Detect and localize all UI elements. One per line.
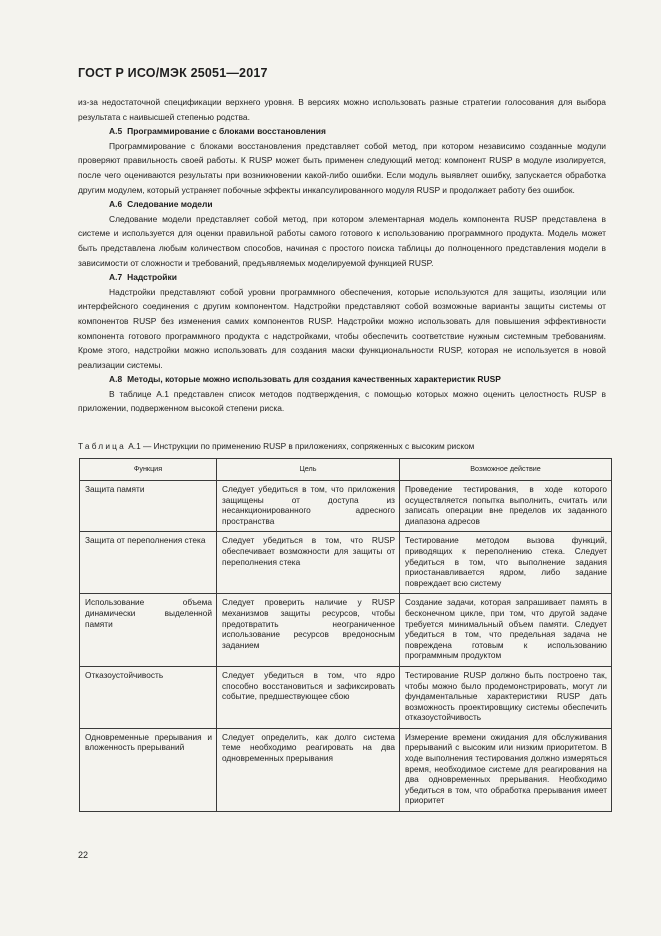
section-number: А.6	[109, 199, 123, 210]
table-cell: Использование объема динамически выделенной памяти	[80, 594, 217, 667]
table-cell: Следует проверить наличие у RUSP механизмов защиты ресурсов, чтобы предотвратить неограниченное использование ресурсов вредоносным заданием	[217, 594, 400, 667]
table-caption	[78, 441, 618, 451]
section-title: Надстройки	[127, 272, 177, 283]
section-paragraph-a5: Программирование с блоками восстановления представляет собой метод, при котором независимо созданные модули проверяют правильность своей работы. К RUSP может быть применен следующий метод: компонент RUSP в модуле изолируется, после чего оцениваются результаты при возникновении какой-либо ошибки. Если модуль выявляет ошибку, запускается обработка другим модулем, который устраняет побочные эффекты инкапсулированного модуля RUSP и продолжает работу без ошибок.	[78, 140, 606, 195]
section-paragraph-a8: В таблице А.1 представлен список методов подтверждения, с помощью которых можно оценить целостность RUSP в приложении, подверженном высокой степени риска.	[78, 388, 606, 414]
table-caption-text: А.1 — Инструкции по применению RUSP в приложениях, сопряженных с высоким риском	[125, 441, 475, 451]
section-heading-a7	[78, 270, 606, 285]
section-title: Программирование с блоками восстановления	[127, 126, 326, 137]
table-cell: Защита памяти	[80, 481, 217, 532]
table-cell: Тестирование RUSP должно быть построено так, чтобы можно было продемонстрировать, могут ли фундаментальные характеристики RUSP дать возможность проектировщику системы обеспечить отказоустойчивость	[400, 666, 612, 728]
section-paragraph-a6: Следование модели представляет собой метод, при котором элементарная модель компонента RUSP представлена в системе и используется для оценки правильной работы самого готового к использованию программного продукта. Модель может быть представлена любым количеством способов, начиная с простого поиска таблицы до полноценного представления модели в зависимости от сложности и требований, предъявляемых моделируемой функцией RUSP.	[78, 213, 606, 268]
table-row	[80, 594, 612, 667]
section-paragraph-a7: Надстройки представляют собой уровни программного обеспечения, которые используются для защиты, изоляции или интерфейсного соединения с другим компонентом. Надстройки представляют собой возможные варианты защиты системы от компонентов RUSP без изменения самих компонентов RUSP. Надстройки можно использовать для повышения эффективности компонента готового программного продукта с надстройками, чтобы обеспечить соответствие нужным системным требованиям. Кроме этого, надстройки можно использовать для создания маски функциональности RUSP, которая не используется в новой реализации системы.	[78, 286, 606, 370]
table-cell: Тестирование методом вызова функций, приводящих к переполнению стека. Следует убедиться в том, что выполнение задания приостанавливается ядром, либо задание повреждает всю систему	[400, 532, 612, 594]
section-heading-a5	[78, 124, 606, 139]
section-title: Следование модели	[127, 199, 213, 210]
table-cell: Одновременные прерывания и вложенность прерываний	[80, 728, 217, 811]
table-cell: Следует убедиться в том, что RUSP обеспечивает возможности для защиты от переполнения стека	[217, 532, 400, 594]
table-cell: Следует убедиться в том, что ядро способно восстановиться и зафиксировать событие, предшествующее сбою	[217, 666, 400, 728]
table-row	[80, 532, 612, 594]
table-cell: Следует убедиться в том, что приложения защищены от доступа из несанкционированного адресного пространства	[217, 481, 400, 532]
section-heading-a8	[78, 372, 606, 387]
table-row	[80, 481, 612, 532]
table-cell: Проведение тестирования, в ходе которого осуществляется попытка выполнить, считать или записать операции вне пределов их заданного диапазона адресов	[400, 481, 612, 532]
intro-paragraph: из-за недостаточной спецификации верхнего уровня. В версиях можно использовать разные стратегии голосования для выбора результата с наивысшей степенью родства.	[78, 97, 606, 122]
column-header-function: Функция	[80, 459, 217, 481]
section-heading-a6	[78, 197, 606, 212]
risk-table	[79, 458, 612, 812]
table-cell: Измерение времени ожидания для обслуживания прерываний с высоким или низким приоритетом. В ходе выполнения тестирования должно измеряться время, необходимое системе для реагирования на два одновременных прерывания. Необходимо убедиться в том, что обработка прерывания имеет приоритет	[400, 728, 612, 811]
section-number: А.5	[109, 126, 123, 137]
column-header-action: Возможное действие	[400, 459, 612, 481]
table-cell: Защита от переполнения стека	[80, 532, 217, 594]
section-number: А.8	[109, 374, 123, 385]
table-cell: Отказоустойчивость	[80, 666, 217, 728]
table-row	[80, 666, 612, 728]
standard-title: ГОСТ Р ИСО/МЭК 25051—2017	[78, 66, 268, 80]
section-number: А.7	[109, 272, 123, 283]
table-header-row	[80, 459, 612, 481]
table-cell: Создание задачи, которая запрашивает память в бесконечном цикле, при том, что другой задаче требуется минимальный объем памяти. Следует убедиться в том, что предельная задача не повреждена готовым к использованию программным продуктом	[400, 594, 612, 667]
page-number: 22	[78, 850, 89, 860]
table-row	[80, 728, 612, 811]
table-cell: Следует определить, как долго система теме необходимо реагировать на два одновременных прерывания	[217, 728, 400, 811]
column-header-goal: Цель	[217, 459, 400, 481]
section-title: Методы, которые можно использовать для создания качественных характеристик RUSP	[127, 374, 501, 385]
body-text	[78, 95, 606, 416]
table-caption-label: Таблица	[78, 441, 126, 451]
